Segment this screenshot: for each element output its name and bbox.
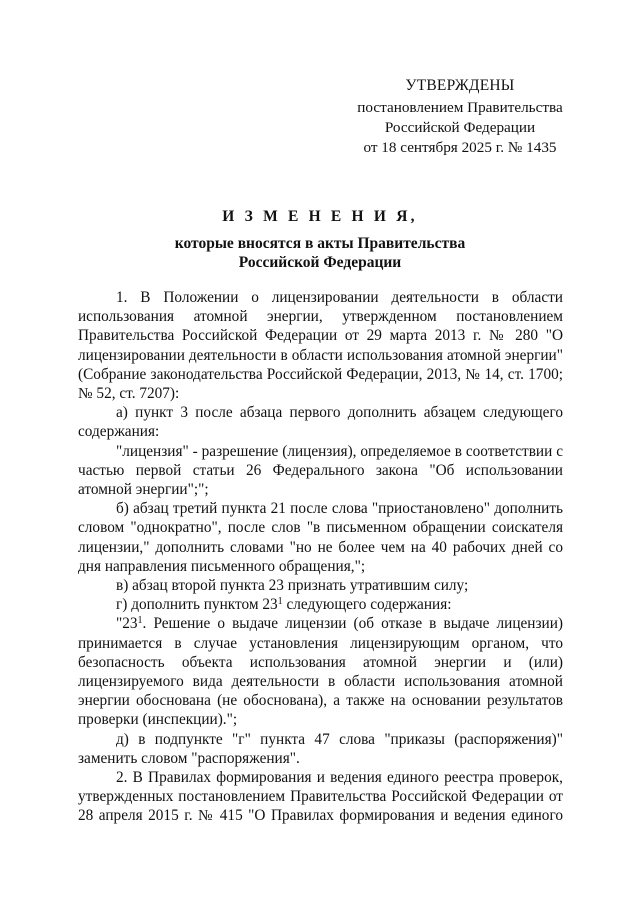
paragraph-1v: в) абзац второй пункта 23 признать утратившим силу; [116,577,469,595]
document-body [78,288,563,826]
paragraph-1: 1. В Положении о лицензировании деятельности в области использования атомной энергии, утвержденном постановлением Правительства Российской Федерации от 29 марта 2013 г. № 280 "О лицензировании деятельности в области использования атомной энергии" (Собрание законодательства Российской Федерации, 2013, № 14, ст. 1700; № 52, ст. 7207): [78,289,563,403]
superscript: 1 [277,596,283,608]
paragraph-1a: а) пункт 3 после абзаца первого дополнить абзацем следующего содержания: [78,404,563,441]
superscript: 1 [137,615,143,627]
paragraph-1b: б) абзац третий пункта 21 после слова "приостановлено" дополнить словом "однократно", после слов "в письменном обращении соискателя лицензии," дополнить словами "но не более чем на 40 рабочих дней со дня направления письменного обращения,"; [78,500,563,575]
document-title-block [78,207,562,272]
paragraph-quote-license: "лицензия" - разрешение (лицензия), определяемое в соответствии с частью первой статьи 26 Федерального закона "Об использовании атомной энергии";"; [78,442,563,499]
document-title: И З М Е Н Е Н И Я, [222,208,418,225]
approval-line: постановлением Правительства [357,99,563,116]
approval-line: Российской Федерации [384,119,536,136]
paragraph-text: следующего содержания: [282,596,452,614]
paragraph-quote-23-1 [78,614,563,729]
approval-stamp [330,76,590,158]
document-subtitle: которые вносятся в акты Правительства [174,235,466,252]
paragraph-1g [78,595,563,614]
paragraph-2: 2. В Правилах формирования и ведения единого реестра проверок, утвержденных постановлением Правительства Российской Федерации от 28 апреля 2015 г. № 415 "О Правилах формирования и ведения единого [78,769,563,825]
document-subtitle: Российской Федерации [238,254,402,271]
paragraph-text: . Решение о выдаче лицензии (об отказе в выдаче лицензии) принимается в случае установления лицензирующим органом, что безопасность объекта использования атомной энергии и (или) лицензируемого вида деятельности в области использования атомной энергии обоснована (не обоснована), а также на основании результатов проверки (инспекции)."; [78,615,563,729]
approval-date-line: от 18 сентября 2025 г. № 1435 [363,139,557,156]
paragraph-text: г) дополнить пунктом 23 [116,596,278,614]
paragraph-text: "23 [116,615,138,633]
approval-heading: УТВЕРЖДЕНЫ [405,77,515,94]
paragraph-1d: д) в подпункте "г" пункта 47 слова "приказы (распоряжения)" заменить словом "распоряжения". [78,730,563,767]
